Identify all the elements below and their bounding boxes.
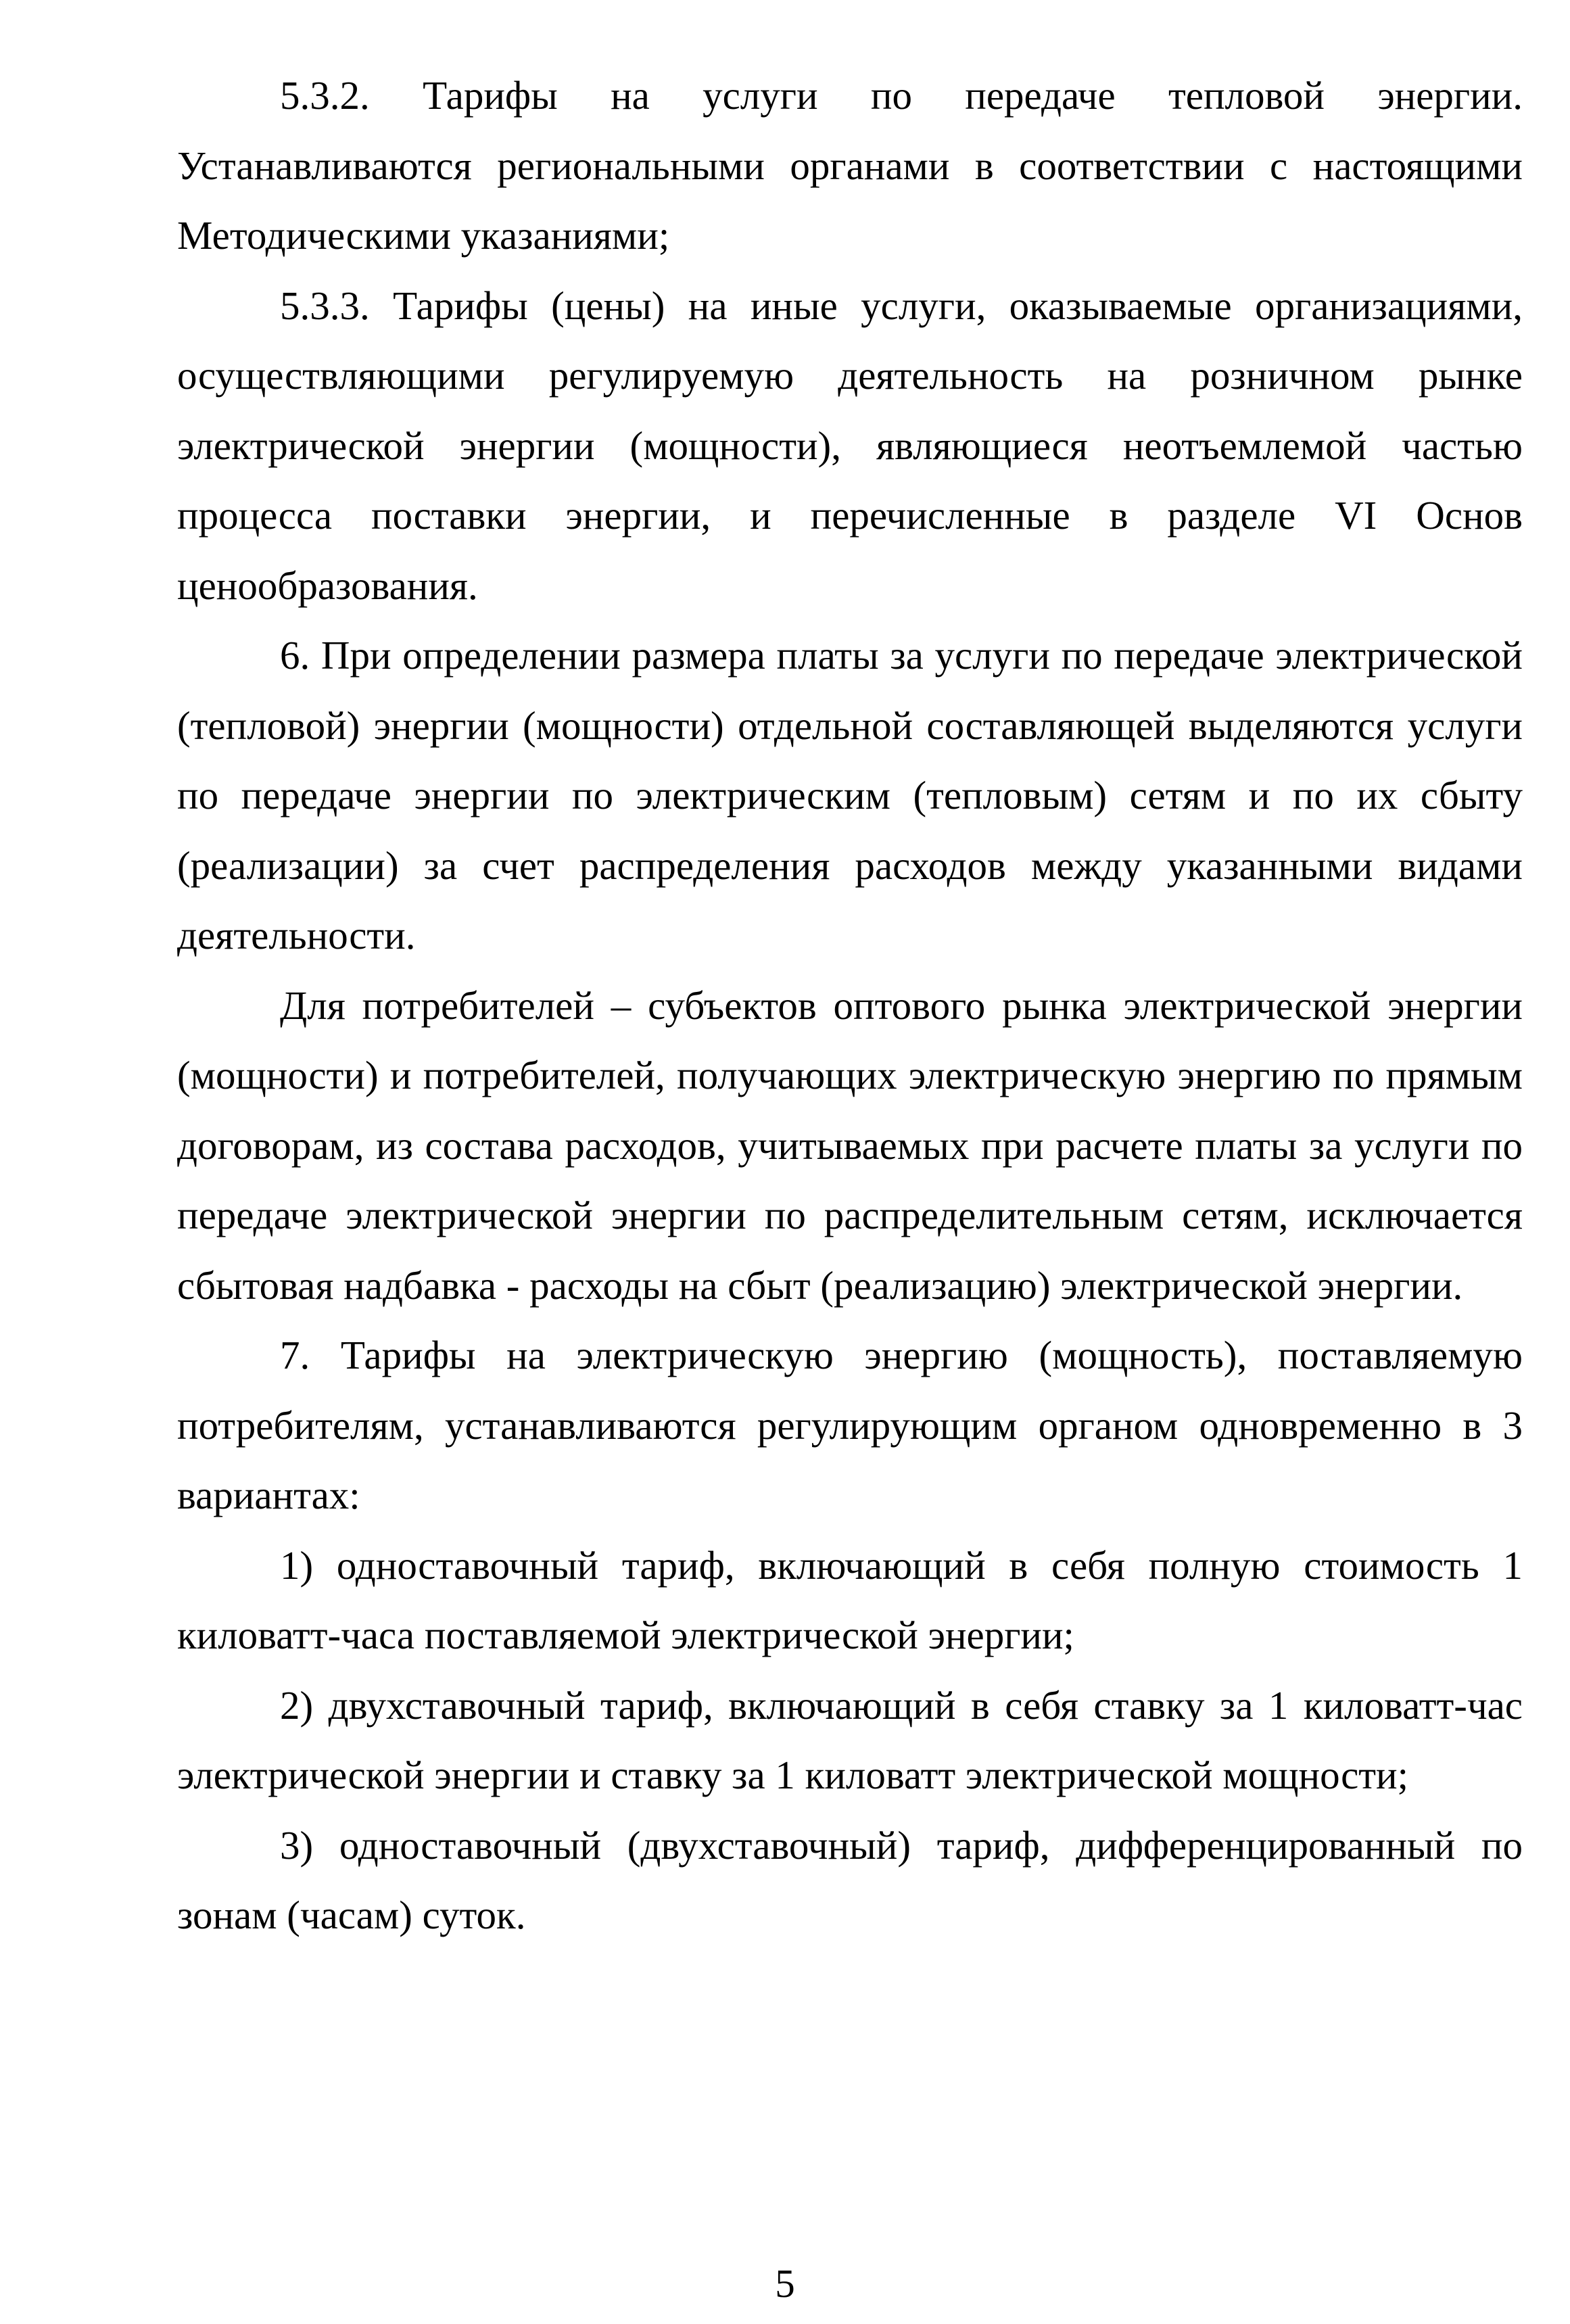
page-number: 5 bbox=[775, 2261, 795, 2306]
paragraph-5-3-3: 5.3.3. Тарифы (цены) на иные услуги, оказываемые организациями, осуществляющими регулируемую деятельность на розничном рынке электрической энергии (мощности), являющиеся неотъемлемой частью процесса поставки энергии, и перечисленные в разделе VI Основ ценообразования. bbox=[177, 283, 1523, 608]
paragraph-7: 7. Тарифы на электрическую энергию (мощность), поставляемую потребителям, устанавливаются регулирующим органом одновременно в 3 вариантах: bbox=[177, 1333, 1523, 1517]
paragraph-6: 6. При определении размера платы за услуги по передаче электрической (тепловой) энергии (мощности) отдельной составляющей выделяются услуги по передаче энергии по электрическим (тепловым) сетям и по их сбыту (реализации) за счет распределения расходов между указанными видами деятельности. bbox=[177, 633, 1523, 957]
list-item-2-two-rate: 2) двухставочный тариф, включающий в себя ставку за 1 киловатт-час электрической энергии и ставку за 1 киловатт электрической мощности; bbox=[177, 1682, 1523, 1797]
document-body bbox=[177, 61, 1523, 1951]
list-item-1-single-rate: 1) одноставочный тариф, включающий в себя полную стоимость 1 киловатт-часа поставляемой электрической энергии; bbox=[177, 1542, 1523, 1657]
paragraph-6-consumers: Для потребителей – субъектов оптового рынка электрической энергии (мощности) и потребителей, получающих электрическую энергию по прямым договорам, из состава расходов, учитываемых при расчете платы за услуги по передаче электрической энергии по распределительным сетям, исключается сбытовая надбавка - расходы на сбыт (реализацию) электрической энергии. bbox=[177, 982, 1523, 1308]
list-item-3-zonal-rate: 3) одноставочный (двухставочный) тариф, дифференцированный по зонам (часам) суток. bbox=[177, 1822, 1523, 1937]
paragraph-5-3-2: 5.3.2. Тарифы на услуги по передаче тепловой энергии. Устанавливаются региональными органами в соответствии с настоящими Методическими указаниями; bbox=[177, 73, 1523, 258]
